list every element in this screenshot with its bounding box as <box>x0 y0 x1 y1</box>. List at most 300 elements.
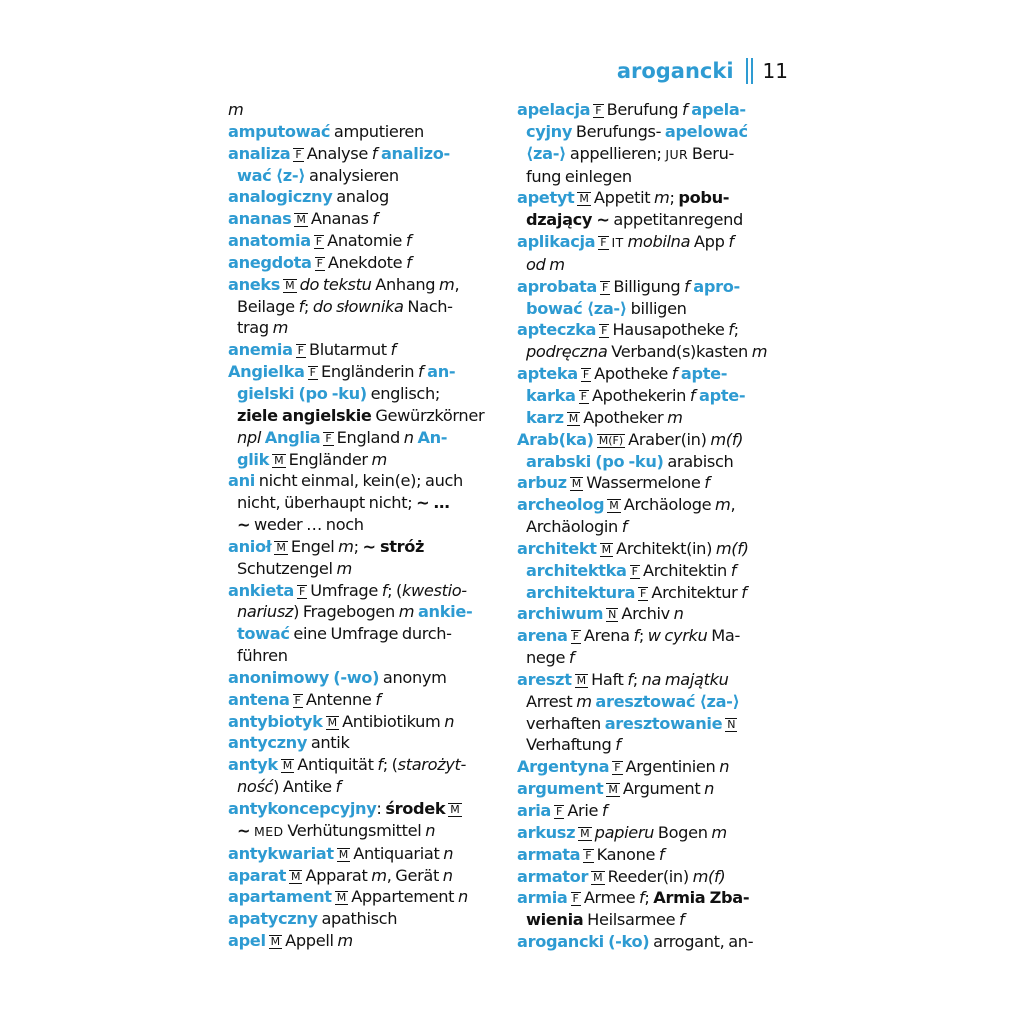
italic-text: m(f) <box>715 538 749 558</box>
italic-text: f <box>741 582 747 602</box>
translation-text: Verband(s)kasten <box>607 342 752 362</box>
headword: aria <box>517 801 551 820</box>
headword: antyczny <box>228 733 308 753</box>
italic-text: f <box>601 801 608 820</box>
italic-text: do tekstu <box>299 274 372 294</box>
headword: apel <box>228 931 266 951</box>
entry-line <box>228 908 496 930</box>
entry-line <box>228 601 496 623</box>
translation-text: Antibiotikum <box>342 711 445 731</box>
translation-text: Archäologin <box>526 517 622 537</box>
entry-line <box>228 470 496 492</box>
translation-text: ; <box>644 888 654 908</box>
entry-line <box>517 494 785 516</box>
translation-text: Arie <box>567 801 602 820</box>
entry-line <box>228 361 496 383</box>
translation-text: trag <box>237 318 273 338</box>
translation-text: ; ( <box>382 755 398 775</box>
italic-text: f <box>730 560 737 580</box>
headword: analiza <box>228 143 291 163</box>
headword: An- <box>417 427 448 447</box>
translation-text: Billigung <box>613 276 685 296</box>
translation-text: Blutarmut <box>309 340 391 360</box>
italic-text: m <box>228 100 244 119</box>
italic-text: f <box>671 364 678 384</box>
headword: an- <box>427 362 456 382</box>
italic-text: kwestio- <box>402 580 467 600</box>
translation-text: Analyse <box>306 143 372 163</box>
headword: gielski (po -ku) <box>237 383 367 403</box>
headword: apro- <box>693 276 740 296</box>
italic-text: m <box>576 691 592 711</box>
italic-text: f <box>568 648 575 668</box>
translation-text: ) Antike <box>273 777 336 797</box>
translation-text: Ananas <box>310 209 373 229</box>
entry-line <box>517 121 785 143</box>
entry-line <box>517 363 785 385</box>
headword: anonimowy (-wo) <box>228 667 380 687</box>
entry-line <box>228 383 496 405</box>
headword: aresztować ⟨za-⟩ <box>595 691 740 711</box>
headword: antybiotyk <box>228 711 323 731</box>
entry-line <box>228 536 496 558</box>
entry-line <box>517 166 785 188</box>
italic-text: starożyt- <box>397 755 466 775</box>
translation-text: : <box>376 799 386 818</box>
entry-line <box>517 866 785 888</box>
translation-text: arabisch <box>663 451 734 471</box>
gender-tag: N <box>727 717 736 731</box>
entry-line <box>228 820 496 843</box>
headword: architekt <box>517 538 597 558</box>
translation-text: Anatomie <box>327 231 406 251</box>
entry-line <box>517 822 785 844</box>
translation-text: Archiv <box>621 604 674 624</box>
gender-tag: M <box>274 453 284 467</box>
italic-text: f <box>682 100 688 119</box>
translation-text: Arrest <box>526 691 577 711</box>
translation-text: Araber(in) <box>628 429 711 449</box>
headword: arabski (po -ku) <box>526 451 664 471</box>
italic-text: od m <box>526 254 565 274</box>
translation-text: ; <box>353 536 363 556</box>
italic-text: f <box>335 777 341 797</box>
headword: apteka <box>517 364 578 384</box>
headword: architektura <box>526 582 636 602</box>
gender-tag: F <box>294 693 301 707</box>
gender-tag: F <box>295 147 302 161</box>
entry-line <box>517 319 785 341</box>
headword: ankie- <box>417 602 473 622</box>
entry-line <box>517 451 785 473</box>
entry-line <box>517 187 785 209</box>
gender-tag: M <box>327 715 338 729</box>
entry-line <box>228 208 496 230</box>
entry-line <box>517 713 785 735</box>
entry-line <box>517 385 785 407</box>
gender-tag: F <box>316 256 323 270</box>
bold-phrase: środek <box>385 799 446 818</box>
headword: analogiczny <box>228 187 333 207</box>
italic-text: f <box>371 143 378 163</box>
translation-text: Hausapotheke <box>612 320 729 340</box>
entry-line <box>228 689 496 711</box>
entry-line <box>517 887 785 909</box>
gender-tag: M <box>450 803 460 816</box>
bold-phrase: pobu- <box>678 188 730 208</box>
italic-text: m <box>337 931 353 951</box>
gender-tag: F <box>555 805 563 818</box>
headword: aprobata <box>517 276 597 296</box>
gender-tag: F <box>631 564 638 578</box>
translation-text: Argument <box>622 779 705 799</box>
headword: aplikacja <box>517 232 596 252</box>
gender-tag: M <box>608 783 618 797</box>
translation-text: appetitanregend <box>609 210 743 230</box>
translation-text: verhaften <box>526 713 605 733</box>
gender-tag: F <box>325 431 332 445</box>
headword: aresztowanie <box>604 713 723 733</box>
italic-text: n <box>442 865 453 885</box>
italic-text: npl <box>237 427 261 447</box>
italic-text: f <box>684 276 690 296</box>
translation-text: fung einlegen <box>526 166 632 186</box>
headword: anioł <box>228 536 272 556</box>
gender-tag: F <box>572 892 579 906</box>
entry-line <box>517 734 785 756</box>
translation-text: nege <box>526 648 569 668</box>
italic-text: m <box>439 274 455 294</box>
translation-text: ; <box>669 188 679 208</box>
translation-text: Heilsarmee <box>583 910 680 930</box>
gender-tag: M <box>609 499 619 513</box>
entry-line <box>228 732 496 754</box>
bold-phrase: ~ <box>237 515 251 535</box>
translation-text: Schutzengel <box>237 558 337 578</box>
italic-text: m <box>711 822 727 842</box>
page-number: 11 <box>762 59 788 83</box>
gender-tag: M <box>580 826 590 840</box>
translation-text: Apparat <box>305 865 372 885</box>
translation-text: Anekdote <box>327 252 407 272</box>
entry-line <box>228 449 496 471</box>
entry-line <box>228 886 496 908</box>
translation-text: Arena <box>583 626 634 646</box>
italic-text: f <box>615 735 621 755</box>
entry-line <box>517 538 785 560</box>
gender-tag: F <box>315 235 323 249</box>
italic-text: f <box>728 320 734 340</box>
italic-text: n <box>704 779 715 799</box>
translation-text: Berufung <box>606 100 683 119</box>
translation-text: nicht einmal, kein(e); auch <box>254 471 463 491</box>
italic-text: f <box>639 888 645 908</box>
headword: apela- <box>691 100 746 119</box>
italic-text: m <box>336 558 352 578</box>
translation-text: Haft <box>591 669 628 689</box>
translation-text: Kanone <box>596 844 659 864</box>
headword: architektka <box>526 560 627 580</box>
italic-text: n <box>457 887 468 907</box>
headword: wać ⟨z-⟩ <box>237 165 306 185</box>
gender-tag: F <box>585 848 592 862</box>
italic-text: n <box>403 427 414 447</box>
translation-text: Apotheker <box>583 407 668 427</box>
entry-line <box>517 582 785 604</box>
entry-line <box>228 843 496 865</box>
entry-line <box>228 754 496 776</box>
entry-line <box>517 909 785 931</box>
entry-line <box>517 625 785 647</box>
headword: areszt <box>517 669 572 689</box>
headword: ⟨za-⟩ <box>526 143 567 163</box>
headword: archeolog <box>517 495 605 515</box>
italic-text: f <box>377 755 383 775</box>
translation-text: Engel <box>290 536 339 556</box>
translation-text: Apothekerin <box>591 385 690 405</box>
translation-text: billigen <box>626 298 687 318</box>
headword: armata <box>517 844 581 864</box>
italic-text: n <box>443 843 454 863</box>
translation-text: Architektur <box>651 582 742 602</box>
entry-line <box>228 186 496 208</box>
gender-tag: M <box>576 673 587 687</box>
italic-text: m(f) <box>692 866 726 886</box>
headword: antykoncepcyjny <box>228 799 377 818</box>
italic-text: m <box>398 602 415 622</box>
italic-text: f <box>372 209 378 229</box>
gender-tag: F <box>582 368 590 382</box>
translation-text: Argentinien <box>625 757 720 777</box>
gender-tag: F <box>602 280 609 294</box>
italic-text: f <box>621 517 628 537</box>
headword: anemia <box>228 340 293 360</box>
headword: apelacja <box>517 100 591 119</box>
italic-text: ność <box>237 777 274 797</box>
entry-line <box>228 143 496 165</box>
entry-line <box>517 254 785 276</box>
headword: bować ⟨za-⟩ <box>526 298 627 318</box>
entry-line <box>228 667 496 689</box>
italic-text: f <box>405 231 412 251</box>
headword: argument <box>517 779 604 799</box>
headword: aneks <box>228 274 281 294</box>
bold-phrase: dzający ~ <box>526 210 610 230</box>
translation-text: eine Umfrage durch- <box>289 624 452 644</box>
italic-text: f <box>633 626 639 646</box>
entry-line <box>517 647 785 669</box>
headword: apteczka <box>517 320 597 340</box>
gender-tag: M <box>270 935 281 949</box>
italic-text: f <box>679 910 685 930</box>
entry-line <box>228 339 496 361</box>
translation-text: ; ( <box>387 580 402 600</box>
translation-text: ) Fragebogen <box>293 602 399 622</box>
headword: antykwariat <box>228 843 334 863</box>
italic-text: f <box>417 362 424 382</box>
translation-text: , Gerät <box>386 865 443 885</box>
entry-line <box>228 121 496 143</box>
gender-tag: M <box>338 847 349 861</box>
entry-line <box>517 231 785 254</box>
italic-text: f <box>704 473 710 493</box>
italic-text: f <box>375 689 381 709</box>
translation-text: nicht, überhaupt nicht; <box>237 493 417 513</box>
gender-tag: M <box>290 869 301 883</box>
translation-text: Architekt(in) <box>616 538 716 558</box>
italic-text: m <box>272 318 289 338</box>
entry-line <box>228 252 496 274</box>
entry-line <box>517 407 785 429</box>
translation-text: Engländer <box>288 449 372 469</box>
entry-line <box>228 274 496 296</box>
italic-text: m <box>338 536 354 556</box>
entry-line <box>228 99 496 121</box>
entry-line <box>228 165 496 187</box>
gender-tag: M <box>579 192 589 206</box>
italic-text: f <box>298 296 304 316</box>
headword: Arab(ka) <box>517 429 594 449</box>
italic-text: podręczna <box>526 342 608 362</box>
translation-text: ; <box>303 296 313 316</box>
headword: glik <box>237 449 270 469</box>
translation-text: , <box>454 274 460 294</box>
domain-label: IT <box>611 235 624 251</box>
entry-line <box>517 472 785 494</box>
page-header <box>617 58 788 84</box>
translation-text: Berufungs- <box>572 121 665 141</box>
headword: karz <box>526 407 564 427</box>
entry-line <box>228 427 496 449</box>
gender-tag: M <box>285 278 295 292</box>
headword: armator <box>517 866 589 886</box>
translation-text: Antiquariat <box>353 843 444 863</box>
translation-text: Engländerin <box>320 362 418 382</box>
gender-tag: M <box>296 213 306 227</box>
gender-tag: F <box>640 586 647 600</box>
headword: ani <box>228 471 255 491</box>
italic-text: m <box>667 407 683 427</box>
translation-text: Ma- <box>707 626 740 646</box>
gender-tag: F <box>309 366 316 380</box>
headword: armia <box>517 888 568 908</box>
italic-text: na majątku <box>641 669 729 689</box>
headword: arena <box>517 626 568 646</box>
translation-text: analog <box>332 187 389 207</box>
headword: arkusz <box>517 822 576 842</box>
translation-text: führen <box>237 646 288 666</box>
italic-text: f <box>689 385 696 405</box>
translation-text: Appell <box>285 931 338 951</box>
translation-text: Anhang <box>371 274 440 294</box>
bold-phrase: ~ <box>237 820 251 840</box>
headword: amputować <box>228 121 331 141</box>
headword: Argentyna <box>517 757 610 777</box>
entry-line <box>228 623 496 645</box>
translation-text: weder … noch <box>250 515 364 535</box>
italic-text: m <box>371 449 387 469</box>
bold-phrase: wienia <box>526 910 584 930</box>
headword: cyjny <box>526 121 573 141</box>
header-divider <box>746 58 753 84</box>
gender-tag: F <box>601 324 608 338</box>
headword: apelować <box>664 121 748 141</box>
domain-label: MED <box>254 823 284 839</box>
gender-tag: F <box>298 584 306 598</box>
italic-text: f <box>627 669 633 689</box>
headword: anegdota <box>228 252 312 272</box>
gender-tag: M <box>336 891 347 905</box>
translation-text: Verhütungsmittel <box>283 820 426 840</box>
translation-text: , <box>730 495 736 515</box>
headword: Anglia <box>264 427 321 447</box>
gender-tag: F <box>580 389 587 403</box>
translation-text: Appetit <box>593 188 655 208</box>
italic-text: f <box>406 252 412 272</box>
italic-text: m <box>654 188 670 208</box>
italic-text: n <box>673 604 684 624</box>
translation-text: Antiquität <box>297 755 378 775</box>
entry-line <box>228 230 496 252</box>
headword: archiwum <box>517 604 604 624</box>
italic-text: m <box>371 865 387 885</box>
gender-tag: M <box>276 540 286 554</box>
entry-line <box>517 341 785 363</box>
headword: apatyczny <box>228 909 318 929</box>
entry-line <box>517 516 785 538</box>
translation-text: Antenne <box>305 689 376 709</box>
entry-line <box>517 603 785 625</box>
translation-text: Armee <box>583 888 640 908</box>
italic-text: f <box>728 232 734 252</box>
entry-line <box>517 429 785 451</box>
gender-tag: M <box>593 870 603 884</box>
headword: ankieta <box>228 580 294 600</box>
dictionary-column-left <box>228 99 496 952</box>
entry-line <box>517 560 785 582</box>
translation-text: Architektin <box>642 560 731 580</box>
entry-line <box>228 405 496 427</box>
gender-tag: F <box>572 630 579 644</box>
entry-line <box>228 296 496 318</box>
italic-text: f <box>381 580 388 600</box>
entry-line <box>517 143 785 166</box>
entry-line <box>228 930 496 952</box>
entry-line <box>517 691 785 713</box>
translation-text: App <box>690 232 729 252</box>
translation-text: arrogant, an- <box>649 932 754 952</box>
italic-text: n <box>719 757 730 777</box>
gender-tag: M <box>568 411 579 425</box>
translation-text: Archäologe <box>623 495 716 515</box>
italic-text: nariusz <box>237 602 294 622</box>
italic-text: do słownika <box>312 296 404 316</box>
headword: Angielka <box>228 362 305 382</box>
translation-text: englisch; <box>366 383 440 403</box>
entry-line <box>228 558 496 580</box>
entry-line <box>517 276 785 298</box>
translation-text: Beru- <box>688 143 734 163</box>
entry-line <box>517 209 785 231</box>
italic-text: m <box>715 495 731 515</box>
italic-text: f <box>390 340 396 360</box>
entry-line <box>517 298 785 320</box>
entry-line <box>517 931 785 953</box>
headword: ananas <box>228 209 292 229</box>
gender-tag: F <box>600 236 607 250</box>
entry-line <box>517 800 785 822</box>
translation-text: antik <box>307 733 350 753</box>
